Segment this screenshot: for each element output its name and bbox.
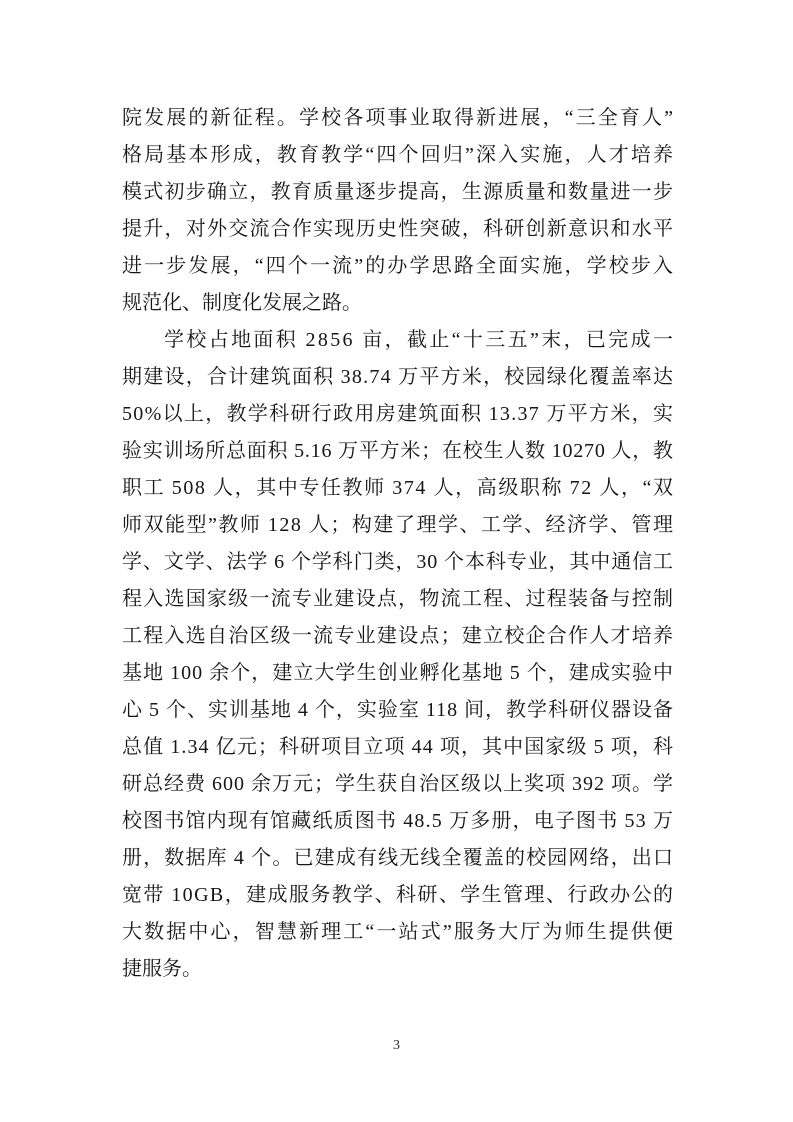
text-line: 期建设，合计建筑面积 38.74 万平方米，校园绿化覆盖率达 xyxy=(122,366,675,388)
text-line: 院发展的新征程。学校各项事业取得新进展，“三全育人” xyxy=(122,107,676,129)
text-line: 总值 1.34 亿元；科研项目立项 44 项，其中国家级 5 项，科 xyxy=(122,736,675,758)
body-text xyxy=(122,100,676,988)
text-line: 校图书馆内现有馆藏纸质图书 48.5 万多册，电子图书 53 万 xyxy=(122,810,675,832)
text-line: 基地 100 余个，建立大学生创业孵化基地 5 个，建成实验中 xyxy=(122,662,675,684)
page-number: 3 xyxy=(393,1038,400,1053)
text-line: 职工 508 人，其中专任教师 374 人，高级职称 72 人，“双 xyxy=(122,477,675,499)
text-line: 工程入选自治区级一流专业建设点；建立校企合作人才培养 xyxy=(122,625,675,647)
text-line: 格局基本形成，教育教学“四个回归”深入实施，人才培养 xyxy=(122,144,676,166)
paragraph xyxy=(122,100,676,322)
text-line: 模式初步确立，教育质量逐步提高，生源质量和数量进一步 xyxy=(122,181,675,203)
text-line: 验实训场所总面积 5.16 万平方米；在校生人数 10270 人，教 xyxy=(122,440,674,462)
text-line: 规范化、制度化发展之路。 xyxy=(122,292,362,314)
text-line: 册，数据库 4 个。已建成有线无线全覆盖的校园网络，出口 xyxy=(122,847,675,869)
text-line: 程入选国家级一流专业建设点，物流工程、过程装备与控制 xyxy=(122,588,675,610)
text-line: 大数据中心，智慧新理工“一站式”服务大厅为师生提供便 xyxy=(122,921,676,943)
text-line: 提升，对外交流合作实现历史性突破，科研创新意识和水平 xyxy=(122,218,675,240)
text-line: 研总经费 600 余万元；学生获自治区级以上奖项 392 项。学 xyxy=(122,773,674,795)
text-line: 心 5 个、实训基地 4 个，实验室 118 间，教学科研仪器设备 xyxy=(122,699,674,721)
text-line: 学、文学、法学 6 个学科门类，30 个本科专业，其中通信工 xyxy=(122,551,674,573)
paragraph xyxy=(122,322,676,988)
text-line: 师双能型”教师 128 人；构建了理学、工学、经济学、管理 xyxy=(122,514,675,536)
text-line: 捷服务。 xyxy=(122,958,202,980)
text-line: 进一步发展，“四个一流”的办学思路全面实施，学校步入 xyxy=(122,255,676,277)
text-line: 学校占地面积 2856 亩，截止“十三五”末，已完成一 xyxy=(164,329,676,351)
text-line: 50%以上，教学科研行政用房建筑面积 13.37 万平方米，实 xyxy=(122,403,675,425)
text-line: 宽带 10GB，建成服务教学、科研、学生管理、行政办公的 xyxy=(122,884,675,906)
